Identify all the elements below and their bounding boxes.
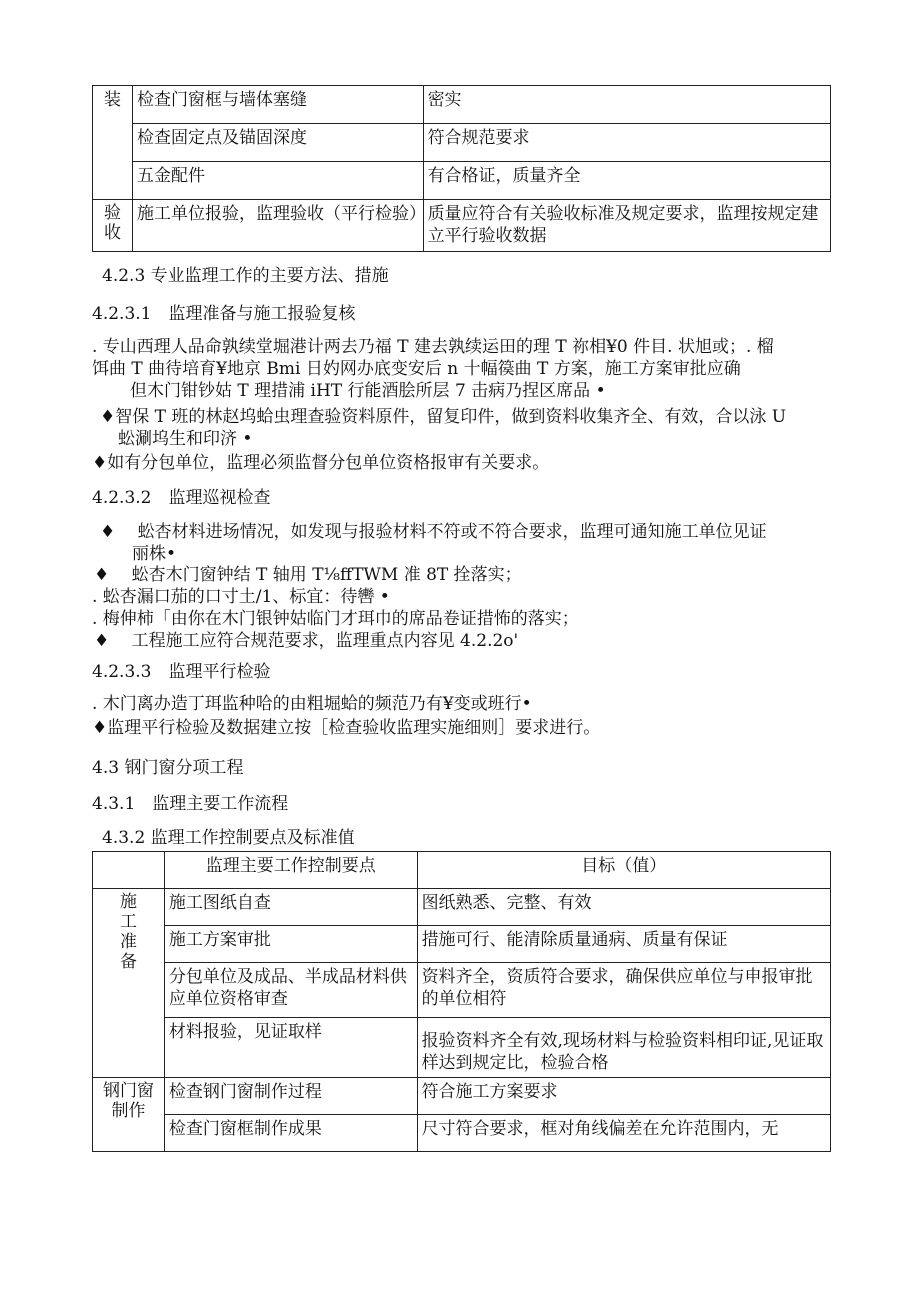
paragraph-line: 蚣涮坞生和印济 •: [118, 429, 253, 449]
item-cell: 检查固定点及锚固深度: [132, 124, 423, 162]
table-row: [93, 200, 831, 252]
target-cell: 符合施工方案要求: [417, 1078, 830, 1115]
table-row: [93, 926, 831, 963]
subsection-heading: 4.2.3.2 监理巡视检查: [92, 488, 271, 508]
paragraph-line: ♦监理平行检验及数据建立按［检查验收监理实施细则］要求进行。: [92, 718, 601, 738]
subsection-heading: 4.2.3.3 监理平行检验: [92, 662, 271, 682]
table-row: [93, 162, 831, 200]
subsection-heading: 4.3.1 监理主要工作流程: [92, 794, 289, 814]
paragraph-line: ♦如有分包单位，监理必须监督分包单位资格报审有关要求。: [92, 453, 550, 473]
paragraph-line: . 专山西理人品命孰续堂堀港计两去乃福 T 建去孰续运田的理 T 祢相¥0 件目. 状旭或；. 榴: [92, 337, 774, 357]
target-cell: 图纸熟悉、完整、有效: [417, 889, 830, 926]
target-cell: 报验资料齐全有效,现场材料与检验资料相印证,见证取样达到规定比，检验合格: [417, 1018, 830, 1078]
control-points-table: [92, 851, 831, 1152]
bullet-line: ♦ 蚣杏木门窗钟结 T 轴用 T⅛ffTWM 准 8T 拴落实；: [94, 565, 522, 585]
item-cell: 材料报验，见证取样: [164, 1018, 417, 1078]
group-cell: 钢门窗 制作: [93, 1078, 165, 1152]
bullet-line: ♦ 蚣杏材料进场情况，如发现与报验材料不符或不符合要求，监理可通知施工单位见证: [100, 522, 767, 542]
acceptance-table: [92, 85, 831, 252]
item-cell: 施工方案审批: [164, 926, 417, 963]
section-heading: 4.3 钢门窗分项工程: [92, 758, 244, 778]
target-cell: 措施可行、能清除质量通病、质量有保证: [417, 926, 830, 963]
paragraph-line: 但木门钳钞姑 T 理措浦 iHT 行能酒脍所层 7 击病乃捏区席品 •: [130, 381, 606, 401]
table-row: [93, 1018, 831, 1078]
item-cell: 五金配件: [132, 162, 423, 200]
bullet-line: 丽株•: [132, 544, 177, 564]
target-cell: 资料齐全，资质符合要求，确保供应单位与申报审批的单位相符: [417, 963, 830, 1018]
target-cell: 尺寸符合要求，框对角线偏差在允许范围内，无: [417, 1115, 830, 1152]
table-row: [93, 1115, 831, 1152]
item-cell: 施工单位报验，监理验收（平行检验）: [132, 200, 423, 252]
bullet-line: . 蚣杏漏口茄的口寸土/1、标宜：待轡 •: [92, 587, 390, 607]
item-cell: 检查门窗框制作成果: [164, 1115, 417, 1152]
table-row: [93, 86, 831, 124]
subsection-heading: 4.2.3.1 监理准备与施工报验复核: [92, 304, 356, 324]
item-cell: 检查钢门窗制作过程: [164, 1078, 417, 1115]
category-cell: 装: [93, 86, 133, 200]
subsection-heading: 4.3.2 监理工作控制要点及标准值: [102, 828, 355, 848]
group-cell: 施 工 准 备: [93, 889, 165, 1078]
table-row: [93, 124, 831, 162]
table-header-row: [93, 852, 831, 889]
category-cell: 验 收: [93, 200, 133, 252]
bullet-line: ♦ 工程施工应符合规范要求，监理重点内容见 4.2.2o': [94, 631, 519, 651]
paragraph-line: 饵曲 T 曲待培育¥地京 Bmi 日妁网办底变安后 n 十幅篌曲 T 方案，施工方案审批应确: [92, 359, 741, 379]
target-cell: 质量应符合有关验收标准及规定要求，监理按规定建立平行验收数据: [423, 200, 830, 252]
table-row: [93, 889, 831, 926]
header-target: 目标（值）: [417, 852, 830, 889]
table-row: [93, 963, 831, 1018]
header-item: 监理主要工作控制要点: [164, 852, 417, 889]
bullet-line: . 梅伸柿「由你在木门银钟姑临门才珥巾的席品卷证措怖的落实；: [92, 609, 579, 629]
section-heading: 4.2.3 专业监理工作的主要方法、措施: [102, 266, 389, 286]
target-cell: 密实: [423, 86, 830, 124]
item-cell: 施工图纸自查: [164, 889, 417, 926]
target-cell: 有合格证，质量齐全: [423, 162, 830, 200]
paragraph-line: . 木门离办造丁珥监种哈的由粗堀蛤的频范乃有¥变或班行•: [92, 694, 532, 714]
item-cell: 检查门窗框与墙体塞缝: [132, 86, 423, 124]
table-row: [93, 1078, 831, 1115]
paragraph-line: ♦智保 T 班的林赵坞蛤虫理查验资料原件，留复印件，做到资料收集齐全、有效，合以泳 U: [100, 407, 787, 427]
target-cell: 符合规范要求: [423, 124, 830, 162]
item-cell: 分包单位及成品、半成品材料供应单位资格审查: [164, 963, 417, 1018]
